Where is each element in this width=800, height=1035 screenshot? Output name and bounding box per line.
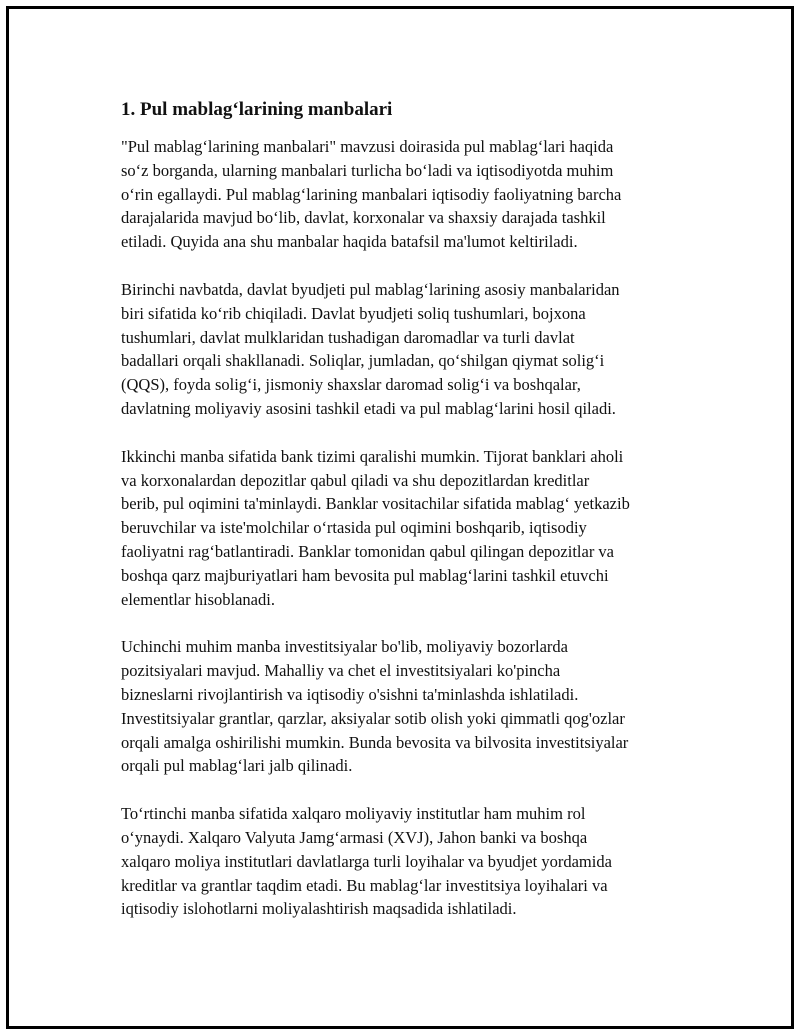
paragraph-investments: Uchinchi muhim manba investitsiyalar bo'lib, moliyaviy bozorlarda pozitsiyalari mavjud. Mahalliy va chet el investitsiyalari ko'pincha bizneslarni rivojlantirish va iqtisodiy o'sishni ta'minlashda ishlatiladi. Investitsiyalar grantlar, qarzlar, aksiyalar sotib olish yoki qimmatli qog'ozlar orqali amalga oshirilishi mumkin. Bunda bevosita va bilvosita investitsiyalar orqali pul mablag‘lari jalb qilinadi. <box>121 637 629 776</box>
section-heading: 1. Pul mablag‘larining manbalari <box>121 99 393 120</box>
paragraph-intro: "Pul mablag‘larining manbalari" mavzusi doirasida pul mablag‘lari haqida so‘z borganda, ularning manbalari turlicha bo‘ladi va iqtisodiyotda muhim o‘rin egallaydi. Pul mablag‘larining manbalari iqtisodiy faoliyatning barcha darajalarida mavjud bo‘lib, davlat, korxonalar va shaxsiy darajada tashkil etiladi. Quyida ana shu manbalar haqida batafsil ma'lumot keltiriladi. <box>121 137 622 252</box>
paragraph-international-institutions: To‘rtinchi manba sifatida xalqaro moliyaviy institutlar ham muhim rol o‘ynaydi. Xalqaro Valyuta Jamg‘armasi (XVJ), Jahon banki va boshqa xalqaro moliya institutlari davlatlarga turli loyihalar va byudjet yordamida kreditlar va grantlar taqdim etadi. Bu mablag‘lar investitsiya loyihalari va iqtisodiy islohotlarni moliyalashtirish maqsadida ishlatiladi. <box>121 804 612 919</box>
document-content <box>121 97 701 945</box>
document-page <box>6 6 794 1029</box>
paragraph-state-budget: Birinchi navbatda, davlat byudjeti pul mablag‘larining asosiy manbalaridan biri sifatida ko‘rib chiqiladi. Davlat byudjeti soliq tushumlari, bojxona tushumlari, davlat mulklaridan tushadigan daromadlar va turli davlat badallari orqali shakllanadi. Soliqlar, jumladan, qo‘shilgan qiymat solig‘i (QQS), foyda solig‘i, jismoniy shaxslar daromad solig‘i va boshqalar, davlatning moliyaviy asosini tashkil etadi va pul mablag‘larini hosil qiladi. <box>121 279 620 418</box>
paragraph-bank-system: Ikkinchi manba sifatida bank tizimi qaralishi mumkin. Tijorat banklari aholi va korxonalardan depozitlar qabul qiladi va shu depozitlardan kreditlar berib, pul oqimini ta'minlaydi. Banklar vositachilar sifatida mablag‘ yetkazib beruvchilar va iste'molchilar o‘rtasida pul oqimini boshqarib, iqtisodiy faoliyatni rag‘batlantiradi. Banklar tomonidan qabul qilingan depozitlar va boshqa qarz majburiyatlari ham bevosita pul mablag‘larini tashkil etuvchi elementlar hisoblanadi. <box>121 446 630 609</box>
